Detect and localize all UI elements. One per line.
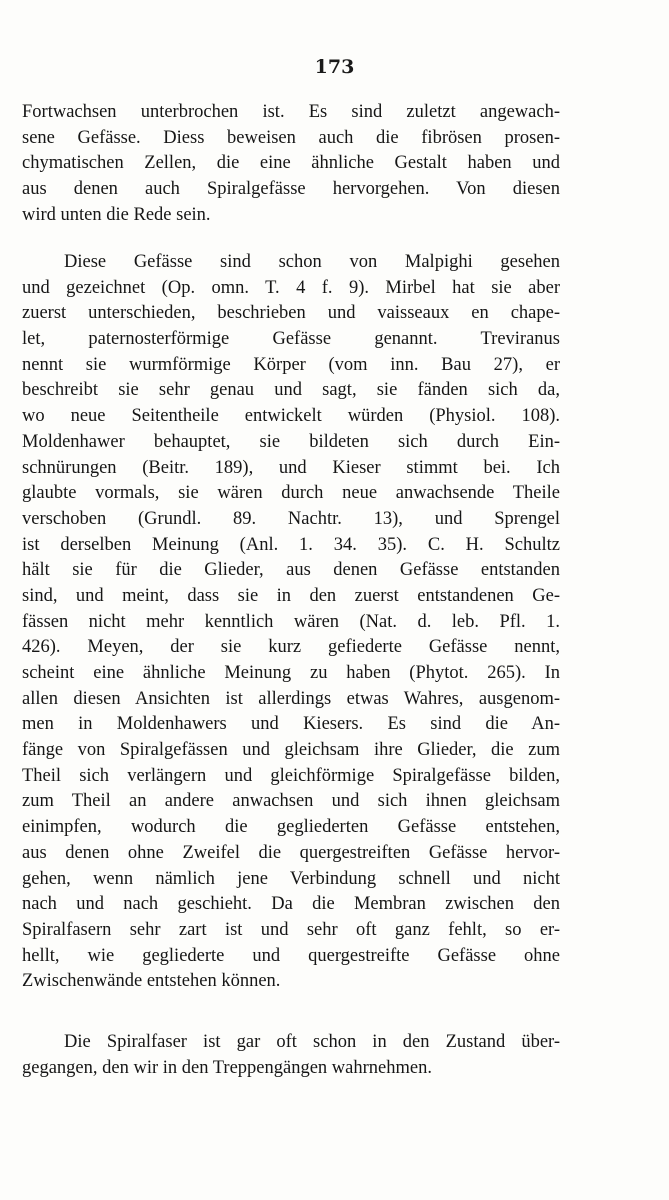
text-line: zuerst unterschieden, beschrieben und vaisseaux en chape-	[22, 303, 560, 324]
text-line: einimpfen, wodurch die gegliederten Gefässe entstehen,	[22, 817, 560, 838]
text-line: glaubte vormals, sie wären durch neue anwachsende Theile	[22, 483, 560, 504]
text-line: ist derselben Meinung (Anl. 1. 34. 35). C. H. Schultz	[22, 534, 560, 555]
text-line: Moldenhawer behauptet, sie bildeten sich durch Ein-	[22, 431, 560, 452]
text-line: fässen nicht mehr kenntlich wären (Nat. d. leb. Pfl. 1.	[22, 611, 560, 632]
text-line: Die Spiralfaser ist gar oft schon in den Zustand über-	[64, 1032, 560, 1052]
text-line: Zwischenwände entstehen können.	[22, 971, 281, 992]
text-line: gegangen, den wir in den Treppengängen wahrnehmen.	[22, 1057, 432, 1078]
text-line: let, paternosterförmige Gefässe genannt. Treviranus	[22, 329, 560, 350]
text-line: sene Gefässe. Diess beweisen auch die fibrösen prosen-	[22, 127, 560, 148]
text-line: Diese Gefässe sind schon von Malpighi gesehen	[64, 252, 560, 272]
text-line: hält sie für die Glieder, aus denen Gefässe entstanden	[22, 560, 560, 581]
text-line: wird unten die Rede sein.	[22, 204, 211, 225]
text-line: und gezeichnet (Op. omn. T. 4 f. 9). Mirbel hat sie aber	[22, 277, 560, 298]
text-line: nennt sie wurmförmige Körper (vom inn. Bau 27), er	[22, 354, 560, 375]
text-line: Fortwachsen unterbrochen ist. Es sind zuletzt angewach-	[22, 102, 560, 122]
text-line: Theil sich verlängern und gleichförmige Spiralgefässe bilden,	[22, 765, 560, 786]
page-number: 173	[314, 56, 355, 78]
text-line: allen diesen Ansichten ist allerdings etwas Wahres, ausgenom-	[22, 688, 560, 709]
text-line: gehen, wenn nämlich jene Verbindung schnell und nicht	[22, 868, 560, 889]
text-line: wo neue Seitentheile entwickelt würden (Physiol. 108).	[22, 406, 560, 427]
text-line: aus denen ohne Zweifel die quergestreiften Gefässe hervor-	[22, 842, 560, 863]
text-line: men in Moldenhawers und Kiesers. Es sind die An-	[22, 714, 560, 735]
text-line: chymatischen Zellen, die eine ähnliche Gestalt haben und	[22, 153, 560, 174]
text-line: beschreibt sie sehr genau und sagt, sie fänden sich da,	[22, 380, 560, 401]
text-line: nach und nach geschieht. Da die Membran zwischen den	[22, 894, 560, 915]
text-line: fänge von Spiralgefässen und gleichsam ihre Glieder, die zum	[22, 740, 560, 761]
text-line: zum Theil an andere anwachsen und sich ihnen gleichsam	[22, 791, 560, 812]
paragraph-1	[22, 100, 560, 228]
text-line: aus denen auch Spiralgefässe hervorgehen. Von diesen	[22, 179, 560, 200]
text-line: 426). Meyen, der sie kurz gefiederte Gefässe nennt,	[22, 637, 560, 658]
text-line: Spiralfasern sehr zart ist und sehr oft ganz fehlt, so er-	[22, 919, 560, 940]
paragraph-2	[22, 250, 560, 995]
text-line: verschoben (Grundl. 89. Nachtr. 13), und Sprengel	[22, 508, 560, 529]
paragraph-3	[22, 1030, 560, 1081]
text-line: hellt, wie gegliederte und quergestreifte Gefässe ohne	[22, 945, 560, 966]
text-line: schnürungen (Beitr. 189), und Kieser stimmt bei. Ich	[22, 457, 560, 478]
text-line: scheint eine ähnliche Meinung zu haben (Phytot. 265). In	[22, 663, 560, 683]
text-line: sind, und meint, dass sie in den zuerst entstandenen Ge-	[22, 585, 560, 606]
